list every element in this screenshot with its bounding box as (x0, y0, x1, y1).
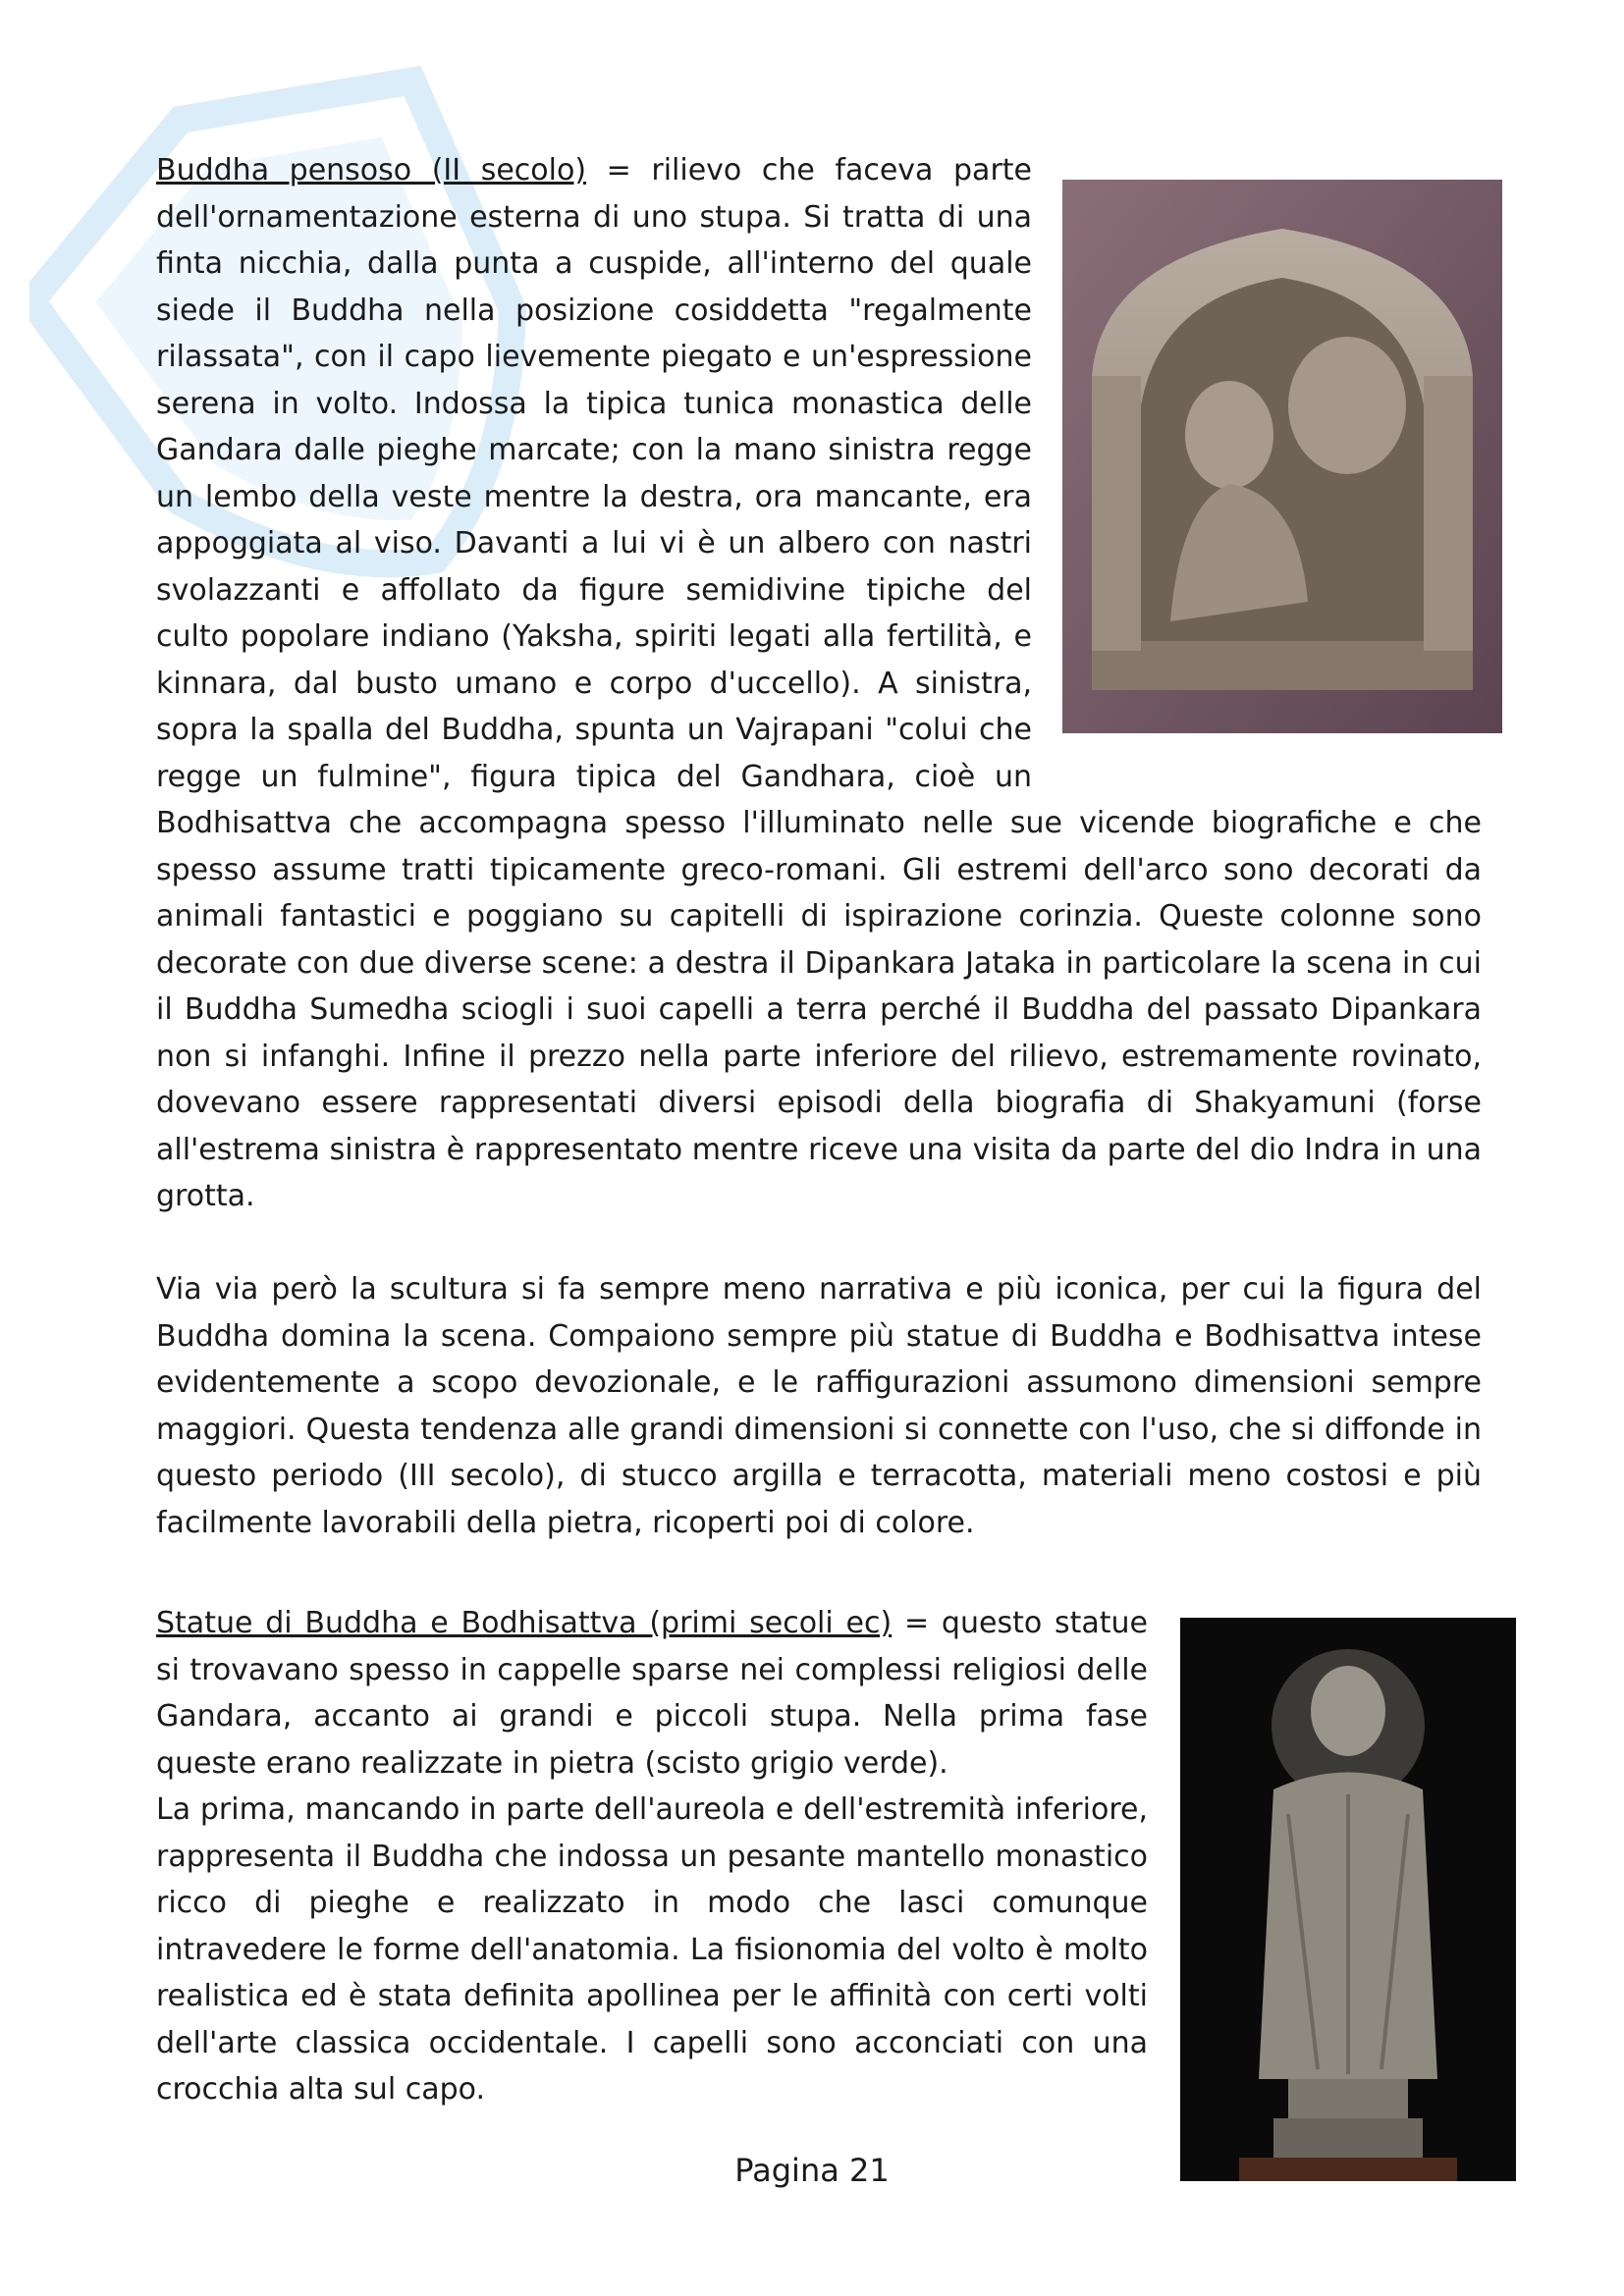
paragraph-body: = questo statue si trovavano spesso in cappelle sparse nei complessi religiosi delle Gandara, accanto ai grandi e piccoli stupa. Nella prima fase queste erano realizzate in pietra (scisto grigio verde). (156, 1606, 1148, 1781)
paragraph-statue-buddha (156, 1600, 1148, 2113)
section-title-buddha-pensoso: Buddha pensoso (II secolo) (156, 153, 587, 187)
standing-buddha-statue-image (1180, 1618, 1516, 2181)
paragraph-buddha-pensoso (156, 147, 1482, 1220)
paragraph-body: = rilievo che faceva parte dell'ornamentazione esterna di uno stupa. Si tratta di una finta nicchia, dalla punta a cuspide, all'interno del quale siede il Buddha nella posizione cosiddetta "regalmente rilassata", con il capo lievemente piegato e un'espressione serena in volto. Indossa la tipica tunica monastica delle Gandara dalle pieghe marcate; con la mano sinistra regge un lembo della veste mentre la destra, ora mancante, era appoggiata al viso. Davanti a lui vi è un albero con nastri svolazzanti e affollato da figure semidivine tipiche del culto popolare indiano (Yaksha, spiriti legati alla fertilità, e kinnara, dal busto umano e corpo d'uccello). A sinistra, sopra la spalla del Buddha, spunta un Vajrapani "colui che regge un fulmine", figura tipica del Gandhara, cioè un Bodhisattva che accompagna spesso l'illuminato nelle sue vicende biografiche e che spesso assume tratti tipicamente greco-romani. Gli estremi dell'arco sono decorati da animali fantastici e poggiano su capitelli di ispirazione corinzia. Queste colonne sono decorate con due diverse scene: a destra il Dipankara Jataka in particolare la scena in cui il Buddha Sumedha sciogli i suoi capelli a terra perché il Buddha del passato Dipankara non si infanghi. Infine il prezzo nella parte inferiore del rilievo, estremamente rovinato, dovevano essere rappresentati diversi episodi della biografia di Shakyamuni (forse all'estrema sinistra è rappresentato mentre riceve una visita da parte del dio Indra in una grotta. (156, 153, 1482, 1213)
image-wrap-spacer (1032, 147, 1482, 756)
page-number: Pagina 21 (734, 2152, 890, 2189)
section-title-statue: Statue di Buddha e Bodhisattva (primi secoli ec) (156, 1606, 893, 1640)
paragraph-body-continued: La prima, mancando in parte dell'aureola e dell'estremità inferiore, rappresenta il Buddha che indossa un pesante mantello monastico ricco di pieghe e realizzato in modo che lasci comunque intravedere le forme dell'anatomia. La fisionomia del volto è molto realistica ed è stata definita apollinea per le affinità con certi volti dell'arte classica occidentale. I capelli sono acconciati con una crocchia alta sul capo. (156, 1792, 1148, 2107)
paragraph-via-via: Via via però la scultura si fa sempre meno narrativa e più iconica, per cui la figura del Buddha domina la scena. Compaiono sempre più statue di Buddha e Bodhisattva intese evidentemente a scopo devozionale, e le raffigurazioni assumono dimensioni sempre maggiori. Questa tendenza alle grandi dimensioni si connette con l'uso, che si diffonde in questo periodo (III secolo), di stucco argilla e terracotta, materiali meno costosi e più facilmente lavorabili della pietra, ricoperti poi di colore. (156, 1272, 1482, 1540)
